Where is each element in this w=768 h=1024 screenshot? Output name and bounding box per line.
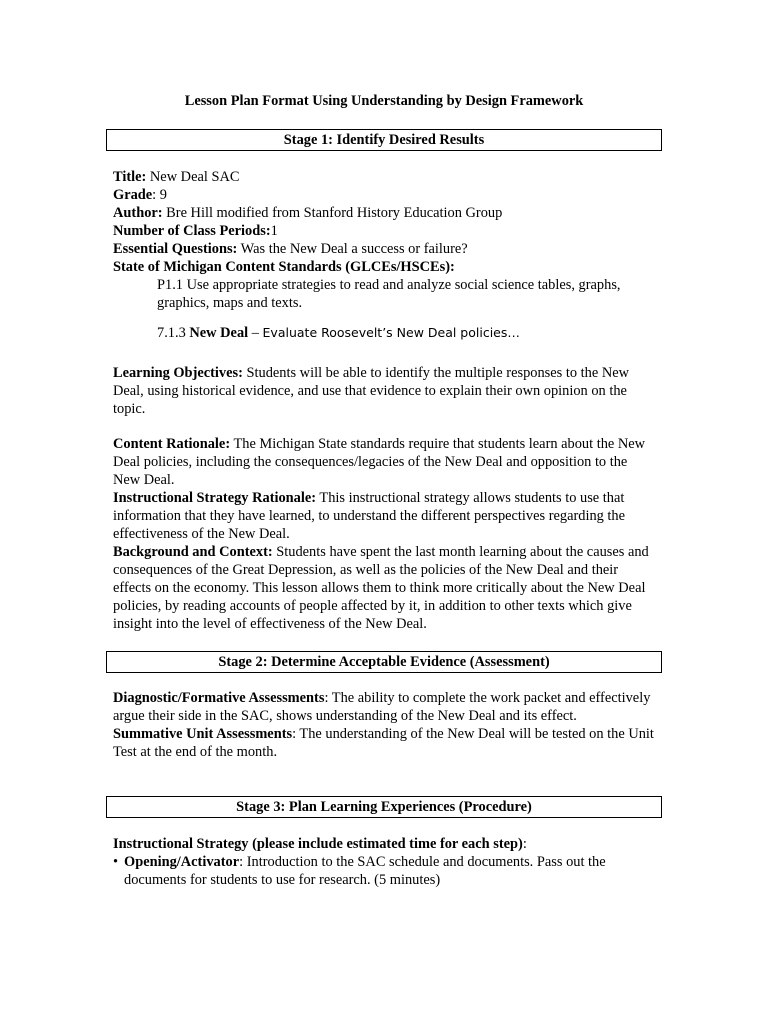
document-title: Lesson Plan Format Using Understanding by Design Framework <box>184 93 584 109</box>
stage1-heading: Stage 1: Identify Desired Results <box>106 129 662 151</box>
periods-label: Number of Class Periods: <box>113 223 271 239</box>
content-rationale-value: The Michigan State standards require that students learn about the New Deal policies, including the consequences/legacies of the New Deal and opposition to the New Deal. <box>113 436 646 488</box>
periods-line <box>113 222 658 240</box>
standard-713-number: 7.1.3 <box>157 325 190 341</box>
title-value: New Deal SAC <box>146 169 240 185</box>
stage1-details <box>113 168 658 342</box>
diagnostic-assessments <box>113 689 658 725</box>
background-context <box>113 543 658 633</box>
summative-assessments-value: : The understanding of the New Deal will be tested on the Unit Test at the end of the month. <box>113 726 654 760</box>
standards-label: State of Michigan Content Standards (GLCEs/HSCEs): <box>113 259 455 275</box>
author-label: Author: <box>113 205 163 221</box>
stage3-details <box>113 835 658 889</box>
essential-questions-value: Was the New Deal a success or failure? <box>237 241 468 257</box>
standard-713-label: New Deal <box>189 325 249 341</box>
summative-assessments-label: Summative Unit Assessments <box>113 726 293 742</box>
background-context-label: Background and Context: <box>113 544 273 560</box>
stage3-heading: Stage 3: Plan Learning Experiences (Procedure) <box>106 796 662 818</box>
instructional-strategy-rationale-value: This instructional strategy allows students to use that information that they have learned, to understand the different perspectives regarding the effectiveness of the New Deal. <box>113 490 626 542</box>
diagnostic-assessments-label: Diagnostic/Formative Assessments <box>113 690 325 706</box>
instructional-strategy-line <box>113 835 658 853</box>
essential-questions-line <box>113 240 658 258</box>
stage2-details <box>113 689 658 761</box>
background-context-value: Students have spent the last month learning about the causes and consequences of the Great Depression, as well as the policies of the New Deal and their effects on the economy. This lesson allows them to think more critically about the New Deal policies, by reading accounts of people affected by it, in addition to other texts which give insight into the level of effectiveness of the New Deal. <box>113 544 649 632</box>
standard-713 <box>113 324 658 342</box>
stage2-heading: Stage 2: Determine Acceptable Evidence (Assessment) <box>106 651 662 673</box>
essential-questions-label: Essential Questions: <box>113 241 238 257</box>
instructional-strategy-label: Instructional Strategy (please include estimated time for each step) <box>113 836 523 852</box>
bullet-icon: • <box>113 854 119 870</box>
author-line <box>113 204 658 222</box>
content-rationale <box>113 435 658 489</box>
grade-line <box>113 186 658 204</box>
instructional-strategy-rationale <box>113 489 658 543</box>
rationale-section <box>113 435 658 633</box>
grade-label: Grade <box>113 187 153 203</box>
standard-p11: P1.1 Use appropriate strategies to read and analyze social science tables, graphs, graphics, maps and texts. <box>157 277 621 311</box>
instructional-strategy-rationale-label: Instructional Strategy Rationale: <box>113 490 317 506</box>
opening-activator-item <box>113 853 658 889</box>
opening-activator-label: Opening/Activator <box>124 854 240 870</box>
summative-assessments <box>113 725 658 761</box>
title-line <box>113 168 658 186</box>
instructional-strategy-colon: : <box>522 836 527 852</box>
learning-objectives <box>113 364 658 418</box>
learning-objectives-label: Learning Objectives: <box>113 365 243 381</box>
standard-713-text: Evaluate Roosevelt’s New Deal policies… <box>262 325 520 340</box>
content-rationale-label: Content Rationale: <box>113 436 231 452</box>
author-value: Bre Hill modified from Stanford History Education Group <box>162 205 503 221</box>
opening-activator-value: : Introduction to the SAC schedule and documents. Pass out the documents for students to use for research. (5 minutes) <box>124 854 606 888</box>
standard-713-dash: – <box>248 325 263 341</box>
diagnostic-assessments-value: : The ability to complete the work packet and effectively argue their side in the SAC, shows understanding of the New Deal and its effect. <box>113 690 651 724</box>
periods-value: 1 <box>270 223 278 239</box>
title-label: Title: <box>113 169 147 185</box>
learning-objectives-value: Students will be able to identify the multiple responses to the New Deal, using historical evidence, and use that evidence to explain their own opinion on the topic. <box>113 365 629 417</box>
grade-value: : 9 <box>152 187 167 203</box>
